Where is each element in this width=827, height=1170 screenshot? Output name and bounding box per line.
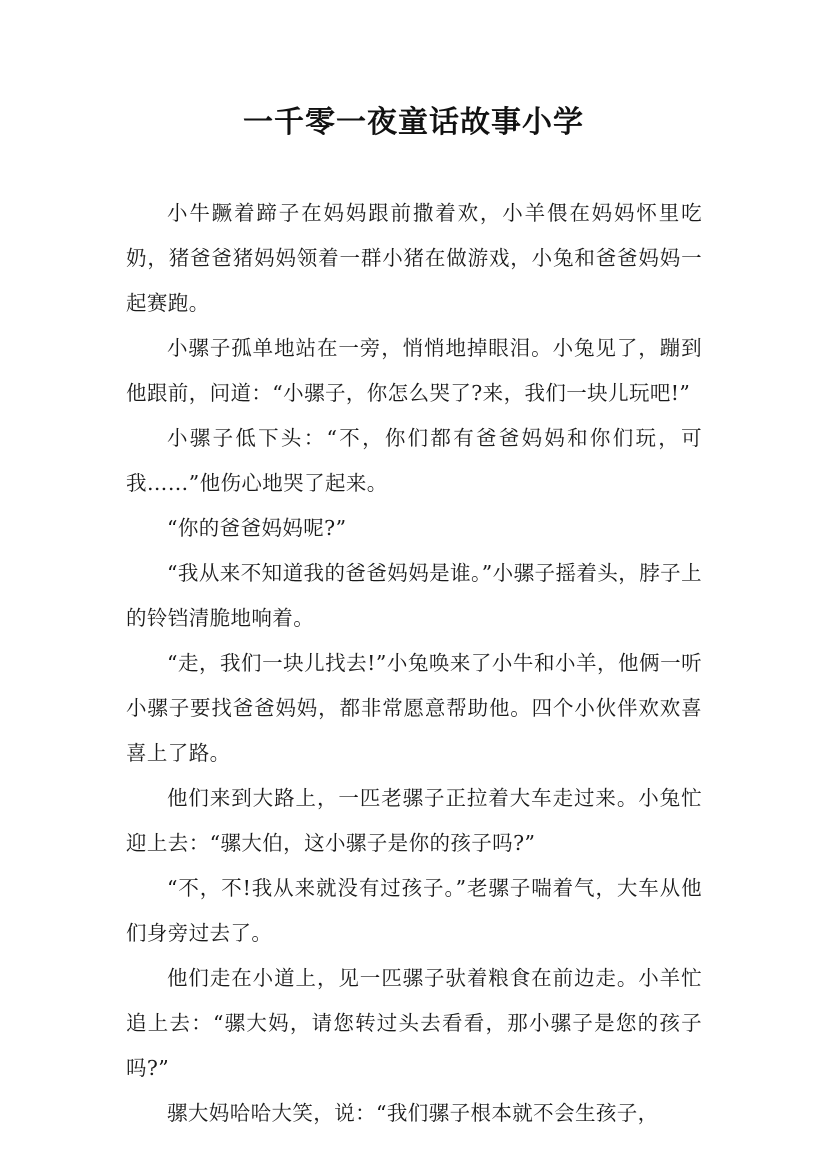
paragraph-10: 骡大妈哈哈大笑，说：“我们骡子根本就不会生孩子， <box>167 1101 659 1125</box>
paragraph-3: 小骡子低下头：“不，你们都有爸爸妈妈和你们玩，可我……”他伤心地哭了起来。 <box>126 426 702 495</box>
document-body <box>126 191 702 1136</box>
paragraph-1: 小牛蹶着蹄子在妈妈跟前撒着欢，小羊偎在妈妈怀里吃奶，猪爸爸猪妈妈领着一群小猪在做游戏，小兔和爸爸妈妈一起赛跑。 <box>126 201 702 315</box>
paragraph-2: 小骡子孤单地站在一旁，悄悄地掉眼泪。小兔见了，蹦到他跟前，问道：“小骡子，你怎么哭了?来，我们一块儿玩吧!” <box>126 336 702 405</box>
paragraph-7: 他们来到大路上，一匹老骡子正拉着大车走过来。小兔忙迎上去：“骡大伯，这小骡子是你的孩子吗?” <box>126 786 702 855</box>
paragraph-8: “不，不!我从来就没有过孩子。”老骡子喘着气，大车从他们身旁过去了。 <box>126 876 702 945</box>
paragraph-6: “走，我们一块儿找去!”小兔唤来了小牛和小羊，他俩一听小骡子要找爸爸妈妈，都非常愿意帮助他。四个小伙伴欢欢喜喜上了路。 <box>126 651 702 765</box>
paragraph-9: 他们走在小道上，见一匹骡子驮着粮食在前边走。小羊忙追上去：“骡大妈，请您转过头去看看，那小骡子是您的孩子吗?” <box>126 966 702 1080</box>
paragraph-4: “你的爸爸妈妈呢?” <box>167 516 347 540</box>
paragraph-5: “我从来不知道我的爸爸妈妈是谁。”小骡子摇着头，脖子上的铃铛清脆地响着。 <box>126 561 702 630</box>
document-title: 一千零一夜童话故事小学 <box>243 105 584 140</box>
